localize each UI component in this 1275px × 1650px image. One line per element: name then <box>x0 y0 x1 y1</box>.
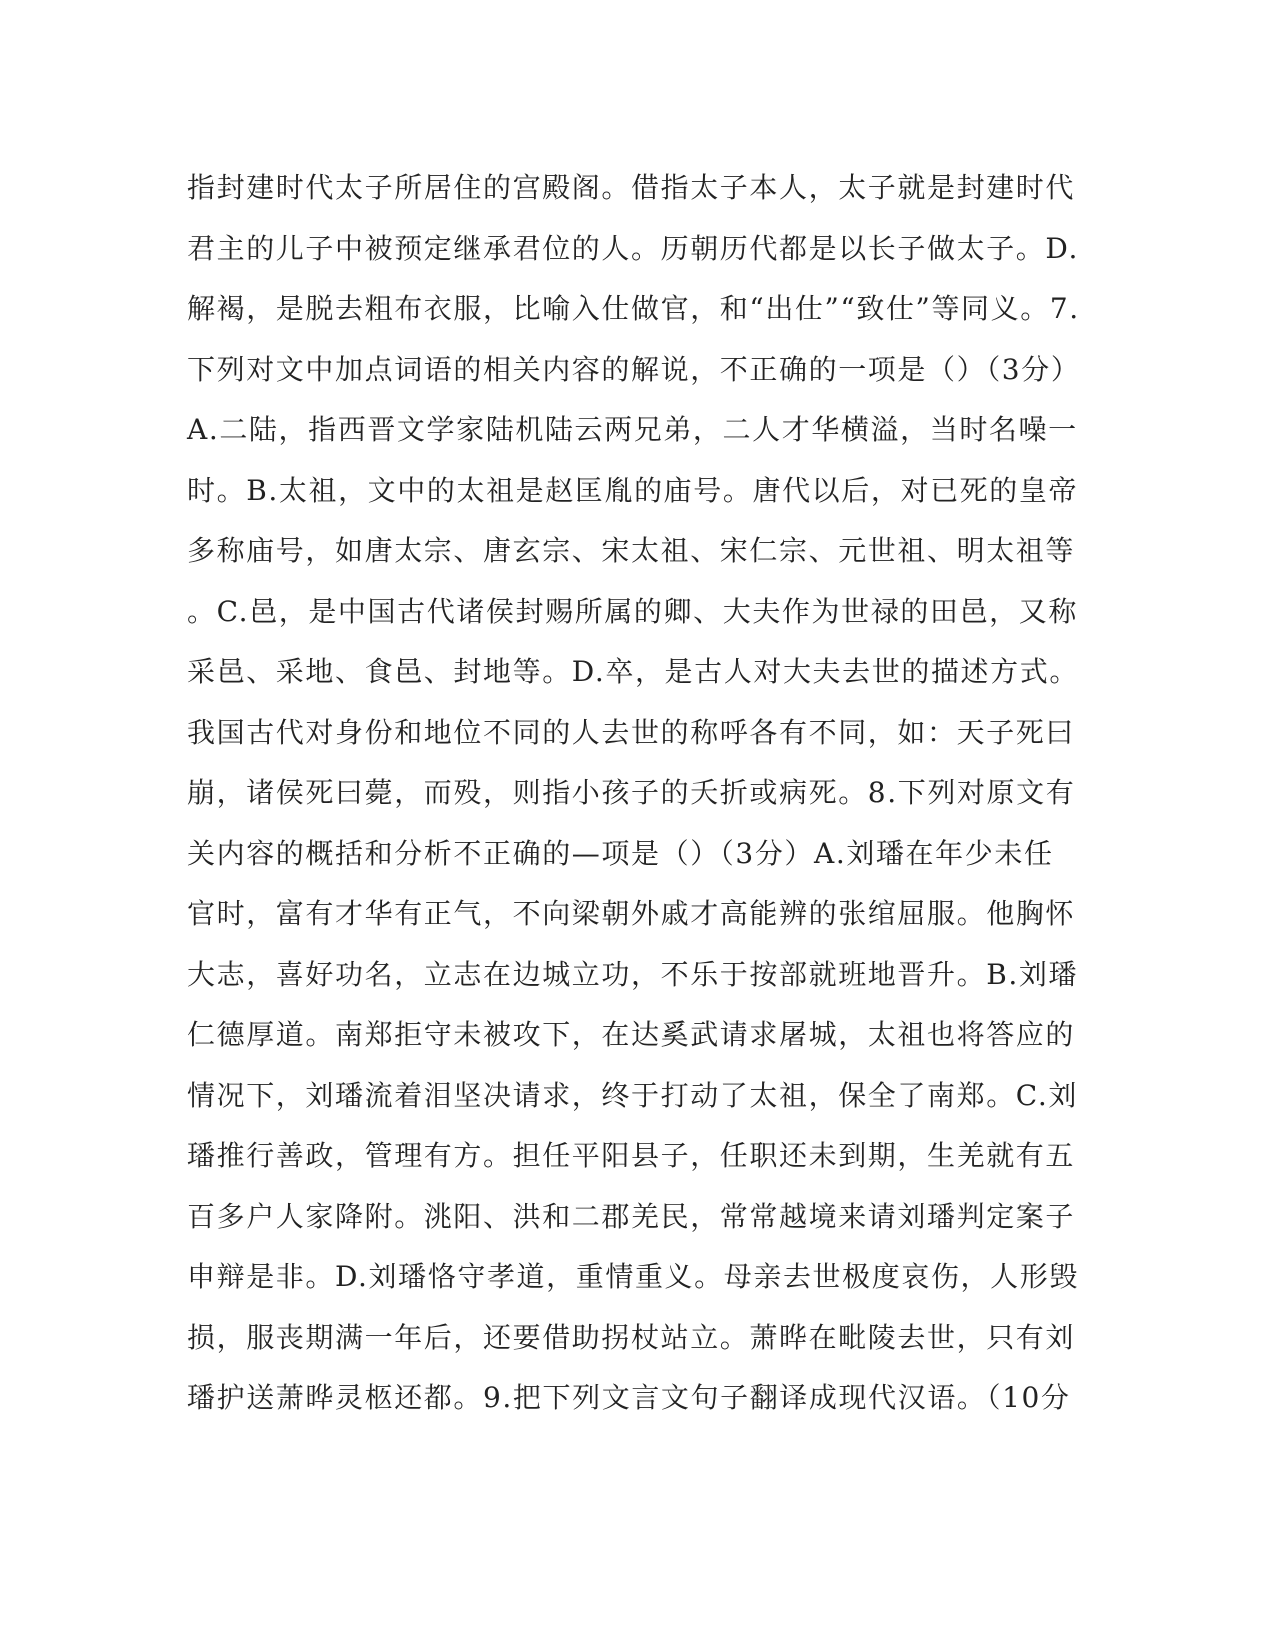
text-line: 申辩是非。D.刘璠恪守孝道，重情重义。母亲去世极度哀伤，人形毁 <box>187 1260 1079 1293</box>
text-line: 仁德厚道。南郑拒守未被攻下，在达奚武请求屠城，太祖也将答应的 <box>187 1018 1076 1051</box>
text-line: 璠护送萧晔灵柩还都。9.把下列文言文句子翻译成现代汉语。（10分 <box>187 1381 1071 1414</box>
text-line: 关内容的概括和分析不正确的—项是（）（3分）A.刘璠在年少未任 <box>187 836 1054 870</box>
text-line: 崩，诸侯死曰薨，而殁，则指小孩子的夭折或病死。8.下列对原文有 <box>187 776 1076 809</box>
text-line: 大志，喜好功名，立志在边城立功，不乐于按部就班地晋升。B.刘璠 <box>187 957 1079 991</box>
text-line: 情况下，刘璠流着泪坚决请求，终于打动了太祖，保全了南郑。C.刘 <box>187 1078 1078 1112</box>
text-line: 我国古代对身份和地位不同的人去世的称呼各有不同，如：天子死曰 <box>187 715 1076 749</box>
text-line: 璠推行善政，管理有方。担任平阳县子，任职还未到期，生羌就有五 <box>187 1139 1076 1172</box>
text-line: 采邑、采地、食邑、封地等。D.卒，是古人对大夫去世的描述方式。 <box>187 655 1079 688</box>
text-line: 。C.邑，是中国古代诸侯封赐所属的卿、大夫作为世禄的田邑，又称 <box>187 594 1078 628</box>
text-line: 下列对文中加点词语的相关内容的解说，不正确的一项是（）（3分） <box>187 352 1081 386</box>
text-line: 官时，富有才华有正气，不向梁朝外戚才高能辨的张绾屈服。他胸怀 <box>187 897 1076 930</box>
text-line: A.二陆，指西晋文学家陆机陆云两兄弟，二人才华横溢，当时名噪一 <box>187 413 1078 446</box>
text-line: 解褐，是脱去粗布衣服，比喻入仕做官，和“出仕”“致仕”等同义。7. <box>187 292 1080 325</box>
text-line: 指封建时代太子所居住的宫殿阁。借指太子本人，太子就是封建时代 <box>187 171 1076 204</box>
body-text <box>187 158 1087 1429</box>
text-line: 多称庙号，如唐太宗、唐玄宗、宋太祖、宋仁宗、元世祖、明太祖等 <box>187 534 1076 567</box>
text-line: 损，服丧期满一年后，还要借助拐杖站立。萧晔在毗陵去世，只有刘 <box>187 1320 1076 1354</box>
text-line: 时。B.太祖，文中的太祖是赵匡胤的庙号。唐代以后，对已死的皇帝 <box>187 473 1079 507</box>
text-line: 百多户人家降附。洮阳、洪和二郡羌民，常常越境来请刘璠判定案子 <box>187 1199 1076 1233</box>
text-line: 君主的儿子中被预定继承君位的人。历朝历代都是以长子做太子。D. <box>187 231 1079 265</box>
